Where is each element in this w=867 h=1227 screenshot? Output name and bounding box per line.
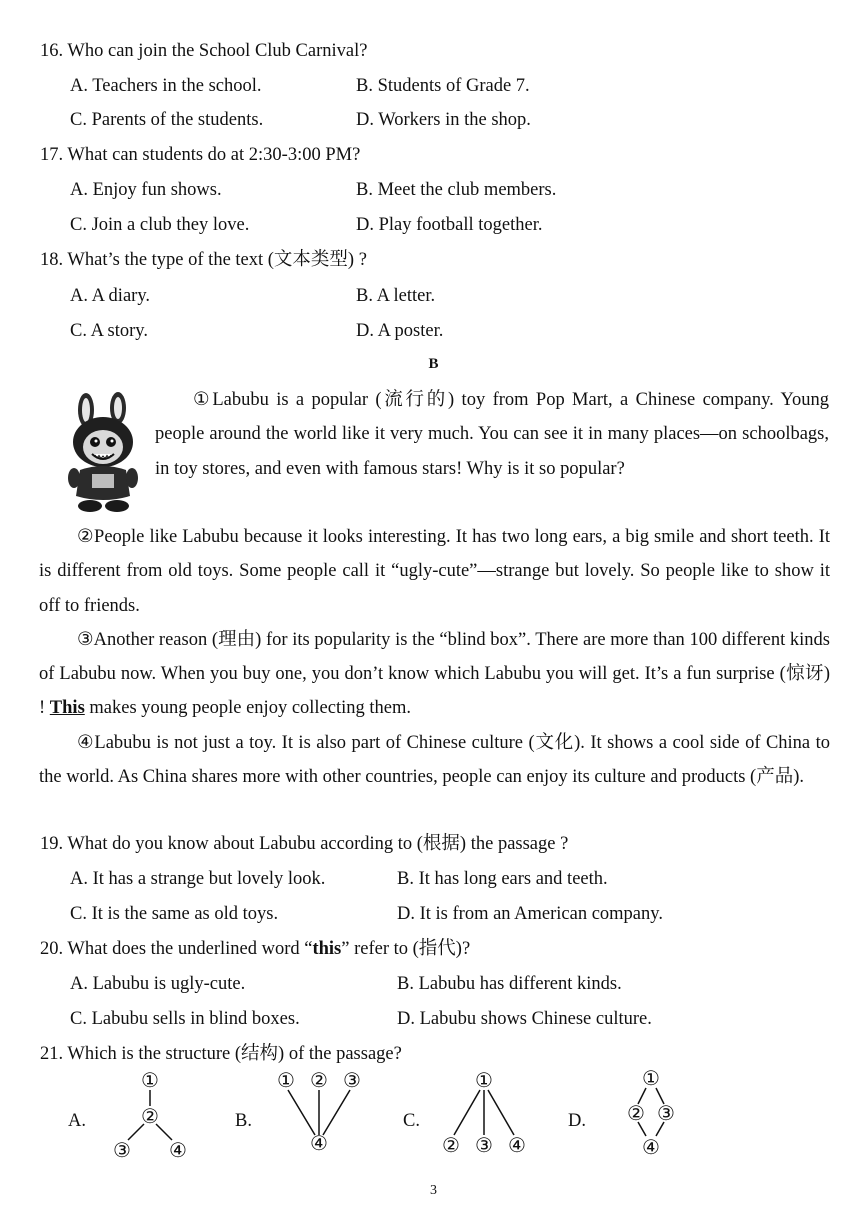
question-20-keyword: this <box>312 939 342 959</box>
q17-option-b: B. Meet the club members. <box>356 180 557 200</box>
q17-option-d: D. Play football together. <box>356 215 543 235</box>
q18-option-b: B. A letter. <box>356 286 436 306</box>
question-21: 21. Which is the structure (结构) of the passage? <box>40 1044 402 1064</box>
section-heading-b: B <box>428 356 439 372</box>
q20-option-c: C. Labubu sells in blind boxes. <box>70 1009 300 1029</box>
question-20-text: 20. What does the underlined word “ <box>40 939 313 959</box>
structure-diagrams <box>0 1060 867 1170</box>
page-number: 3 <box>430 1183 437 1198</box>
diagram-b-node-4: ④ <box>310 1131 328 1155</box>
passage-paragraph-3 <box>39 623 830 726</box>
q19-option-a: A. It has a strange but lovely look. <box>70 869 326 889</box>
diagram-c-node-3: ③ <box>475 1133 493 1157</box>
diagram-a-label: A. <box>68 1111 86 1131</box>
q20-option-b: B. Labubu has different kinds. <box>397 974 622 994</box>
diagram-d-node-1: ① <box>642 1066 660 1090</box>
diagram-c-node-4: ④ <box>508 1133 526 1157</box>
diagram-b-node-2: ② <box>310 1068 328 1092</box>
passage-paragraph-2: ②People like Labubu because it looks interesting. It has two long ears, a big smile and short teeth. It is different from old toys. Some people call it “ugly-cute”—strange but lovely. So people like to show it off to friends. <box>39 527 830 616</box>
paragraph-3-text: ③Another reason (理由) for its popularity is the “blind box”. There are more than 100 different kinds of Labubu now. When you buy one, you don’t know which Labubu you will get. It’s a fun surprise (惊讶) ! <box>39 629 830 719</box>
q17-option-c: C. Join a club they love. <box>70 215 250 235</box>
diagram-d-node-2: ② <box>627 1101 645 1125</box>
q18-option-a: A. A diary. <box>70 286 150 306</box>
diagram-d-node-3: ③ <box>657 1101 675 1125</box>
diagram-c-node-2: ② <box>442 1133 460 1157</box>
diagram-b-node-3: ③ <box>343 1068 361 1092</box>
q17-option-a: A. Enjoy fun shows. <box>70 180 222 200</box>
diagram-a-node-2: ② <box>141 1104 159 1128</box>
diagram-d-node-4: ④ <box>642 1135 660 1159</box>
paragraph-3-text-end: makes young people enjoy collecting them. <box>84 698 411 719</box>
diagram-a-node-4: ④ <box>169 1138 187 1162</box>
question-17: 17. What can students do at 2:30-3:00 PM? <box>40 145 361 165</box>
diagram-c-label: C. <box>403 1111 420 1131</box>
diagram-d-label: D. <box>568 1111 586 1131</box>
diagram-b-label: B. <box>235 1111 252 1131</box>
q18-option-d: D. A poster. <box>356 321 444 341</box>
q16-option-d: D. Workers in the shop. <box>356 110 531 130</box>
question-18: 18. What’s the type of the text (文本类型) ? <box>40 250 367 270</box>
diagram-a-node-1: ① <box>141 1068 159 1092</box>
q16-option-a: A. Teachers in the school. <box>70 76 262 96</box>
underlined-word-this: This <box>49 698 85 719</box>
diagram-b-node-1: ① <box>277 1068 295 1092</box>
q16-option-b: B. Students of Grade 7. <box>356 76 530 96</box>
labubu-illustration <box>62 392 144 514</box>
question-16: 16. Who can join the School Club Carnival? <box>40 41 368 61</box>
passage-paragraph-1 <box>155 383 829 486</box>
passage-body <box>39 520 830 794</box>
q19-option-c: C. It is the same as old toys. <box>70 904 279 924</box>
passage-paragraph-4: ④Labubu is not just a toy. It is also part of Chinese culture (文化). It shows a cool side of China to the world. As China shares more with other countries, people can enjoy its culture and products (产品). <box>39 732 830 788</box>
diagram-c-node-1: ① <box>475 1068 493 1092</box>
paragraph-1-text: ①Labubu is a popular (流行的) toy from Pop Mart, a Chinese company. Young people around the world like it very much. You can see it in many places—on schoolbags, in toy stores, and even with famous stars! Why is it so popular? <box>155 390 829 479</box>
question-19: 19. What do you know about Labubu according to (根据) the passage ? <box>40 834 569 854</box>
q20-option-d: D. Labubu shows Chinese culture. <box>397 1009 652 1029</box>
q19-option-d: D. It is from an American company. <box>397 904 663 924</box>
question-20-text-end: ” refer to (指代)? <box>341 939 471 959</box>
q20-option-a: A. Labubu is ugly-cute. <box>70 974 246 994</box>
q19-option-b: B. It has long ears and teeth. <box>397 869 608 889</box>
q18-option-c: C. A story. <box>70 321 148 341</box>
q16-option-c: C. Parents of the students. <box>70 110 264 130</box>
diagram-a-node-3: ③ <box>113 1138 131 1162</box>
question-20 <box>40 938 470 960</box>
